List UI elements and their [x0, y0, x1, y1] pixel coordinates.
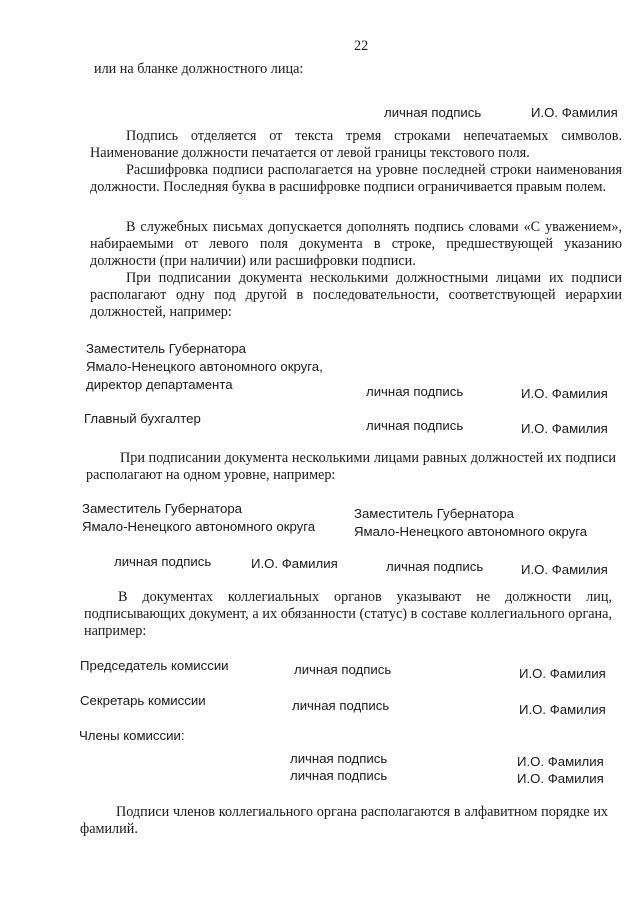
paragraph-6: В документах коллегиальных органов указывают не должности лиц, подписывающих документ, а их обязанности (статус) в составе коллегиального органа, например: — [84, 589, 612, 639]
example2-name-1: И.О. Фамилия — [521, 386, 608, 401]
paragraph-3: В служебных письмах допускается дополнять подпись словами «С уважением», набираемыми от левого поля документа в строке, предшествующей указанию должности (при наличии) или расшифровки подписи. — [90, 219, 622, 269]
paragraph-4: При подписании документа несколькими должностными лицами их подписи располагают одну под другой в последовательности, соответствующей иерархии должностей, например: — [90, 270, 622, 320]
example3-left-title: Заместитель Губернатора Ямало-Ненецкого автономного округа — [82, 501, 316, 534]
example1-signature: личная подпись — [384, 105, 482, 120]
example4-member-signature: личная подпись — [290, 751, 388, 766]
paragraph-2: Расшифровка подписи располагается на уровне последней строки наименования должности. Последняя буква в расшифровке подписи ограничивается правым полем. — [90, 162, 622, 195]
paragraph-1: Подпись отделяется от текста тремя строками непечатаемых символов. Наименование должности печатается от левой границы текстового поля. — [90, 128, 622, 161]
example3-right-signature: личная подпись — [386, 559, 484, 574]
example3-right-title: Заместитель Губернатора Ямало-Ненецкого автономного округа — [354, 506, 588, 539]
example3-right-name: И.О. Фамилия — [521, 562, 608, 577]
example4-member-name: И.О. Фамилия — [517, 771, 604, 786]
example3-left-signature: личная подпись — [114, 554, 212, 569]
example4-chair-signature: личная подпись — [294, 662, 392, 677]
example4-secretary-signature: личная подпись — [292, 698, 390, 713]
intro-line: или на бланке должностного лица: — [94, 61, 304, 77]
example2-title-2: Главный бухгалтер — [84, 411, 201, 426]
example4-secretary-name: И.О. Фамилия — [519, 702, 606, 717]
paragraph-7: Подписи членов коллегиального органа располагаются в алфавитном порядке их фамилий. — [80, 804, 608, 837]
example2-name-2: И.О. Фамилия — [521, 421, 608, 436]
example3-left-name: И.О. Фамилия — [251, 556, 338, 571]
example1-name: И.О. Фамилия — [531, 105, 618, 120]
example2-title: Заместитель Губернатора Ямало-Ненецкого автономного округа, директор департамента — [86, 341, 323, 392]
example4-chair-title: Председатель комиссии — [80, 658, 229, 673]
paragraph-5: При подписании документа несколькими лицами равных должностей их подписи располагают на одном уровне, например: — [86, 450, 616, 483]
example4-member-signature: личная подпись — [290, 768, 388, 783]
page-number: 22 — [354, 38, 369, 54]
example2-signature-2: личная подпись — [366, 418, 464, 433]
example2-signature-1: личная подпись — [366, 384, 464, 399]
example4-secretary-title: Секретарь комиссии — [80, 693, 206, 708]
example4-members-title: Члены комиссии: — [79, 728, 185, 743]
example4-member-name: И.О. Фамилия — [517, 754, 604, 769]
example4-chair-name: И.О. Фамилия — [519, 666, 606, 681]
